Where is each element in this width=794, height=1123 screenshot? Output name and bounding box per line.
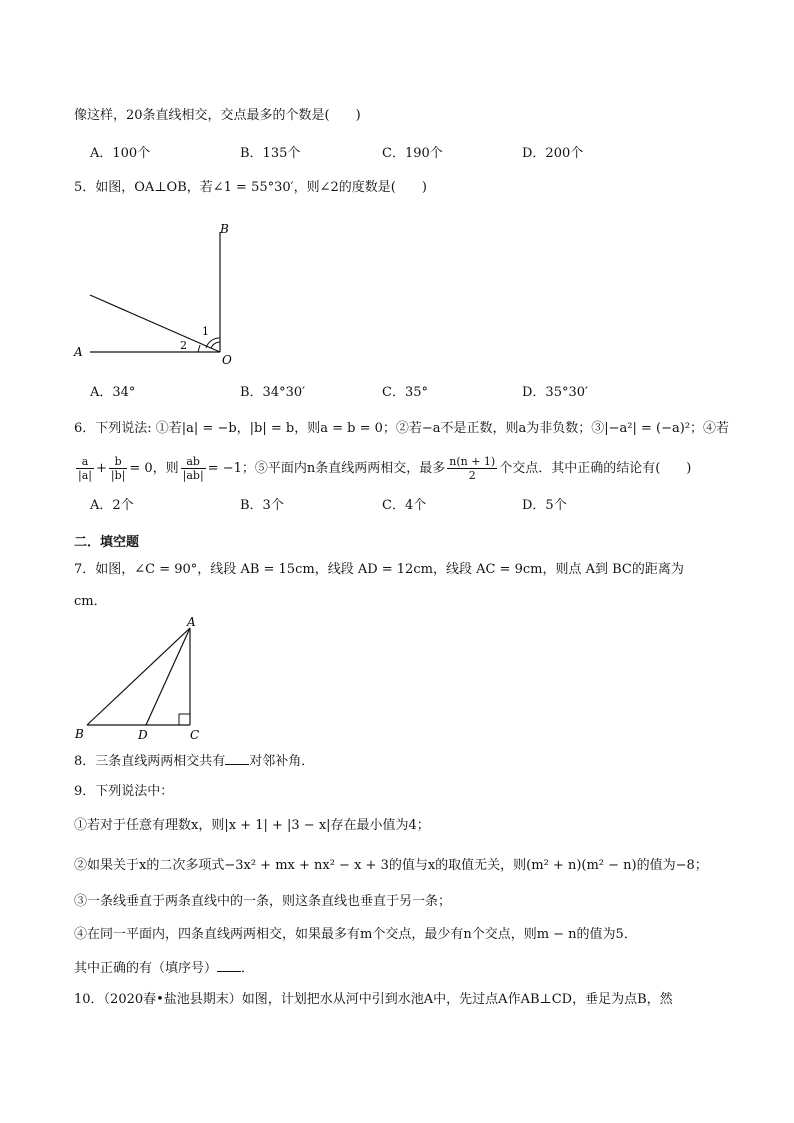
q7-label-d: D — [138, 728, 148, 742]
q9-statement-1: ①若对于任意有理数x，则|x + 1| + |3 − x|存在最小值为4； — [74, 818, 430, 833]
section-fill-in-heading: 二．填空题 — [74, 535, 140, 550]
q5-label-2: 2 — [180, 339, 187, 352]
q8-answer-blank[interactable] — [225, 752, 249, 765]
q6-line1: 6．下列说法: ①若|a| = −b，|b| = b，则a = b = 0；②若−a不是正数，则a为非负数；③|−a²| = (−a)²；④若 — [74, 421, 730, 436]
q6-frac-a: $\frac{a}{|a|}$ — [78, 455, 92, 482]
q6-option-b: B．3个 — [240, 498, 284, 513]
q9-statement-2: ②如果关于x的二次多项式−3x² + mx + nx² − x + 3的值与x的取值无关，则(m² + n)(m² − n)的值为−8； — [74, 858, 708, 873]
q5-label-a: A — [74, 345, 83, 359]
q9-statement-4: ④在同一平面内，四条直线两两相交，如果最多有m个交点，最少有n个交点，则m − n的值为5． — [74, 927, 637, 942]
q5-option-a: A．34° — [90, 385, 136, 400]
q7-triangle-figure — [70, 616, 220, 742]
q10-line1: 10．（2020春•盐池县期末）如图，计划把水从河中引到水池A中，先过点A作AB⊥CD，垂足为点B，然 — [74, 992, 673, 1007]
q6-line2: $\frac{a}{|a|}$ + $\frac{b}{|b|}$ = 0，则 $\frac{ab}{|ab|}$ = −1；⑤平面内n条直线两两相交，最多 $\frac{n(n + 1)}{2}$ 个交点．其中正确的结论有( ) — [78, 455, 692, 482]
q6-option-c: C．4个 — [382, 498, 427, 513]
q5-label-1: 1 — [202, 325, 209, 338]
q9-statement-3: ③一条线垂直于两条直线中的一条，则这条直线也垂直于另一条； — [74, 894, 452, 909]
q9-stem: 9．下列说法中： — [74, 784, 174, 799]
q5-angle-figure — [70, 218, 250, 368]
q7-label-b: B — [75, 727, 84, 741]
q7-line1: 7．如图，∠C = 90°，线段 AB = 15cm，线段 AD = 12cm，线段 AC = 9cm，则点 A到 BC的距离为 — [74, 562, 684, 577]
q5-option-c: C．35° — [382, 385, 428, 400]
q5-option-b: B．34°30′ — [240, 385, 306, 400]
q4-option-a: A．100个 — [90, 146, 151, 161]
q4-option-b: B．135个 — [240, 146, 301, 161]
q6-option-d: D．5个 — [522, 498, 567, 513]
q7-line2: cm． — [74, 594, 107, 609]
q6-frac-b: $\frac{b}{|b|}$ — [110, 455, 126, 482]
q6-frac-ab: $\frac{ab}{|ab|}$ — [182, 455, 204, 482]
q4-option-d: D．200个 — [522, 146, 584, 161]
q5-label-b: B — [220, 222, 229, 236]
q5-stem: 5．如图，OA⊥OB，若∠1 = 55°30′，则∠2的度数是( ) — [74, 180, 427, 195]
q4-stem: 像这样，20条直线相交，交点最多的个数是( ) — [74, 108, 361, 123]
q6-option-a: A．2个 — [90, 498, 134, 513]
q9-answer-blank[interactable] — [217, 959, 241, 972]
q5-option-d: D．35°30′ — [522, 385, 588, 400]
q7-label-a: A — [187, 616, 196, 629]
q6-frac-n: $\frac{n(n + 1)}{2}$ — [449, 455, 496, 482]
q7-label-c: C — [190, 728, 200, 742]
q8-text: 8．三条直线两两相交共有 对邻补角． — [74, 754, 315, 769]
q9-answer: 其中正确的有（填序号） ． — [74, 961, 255, 976]
q4-option-c: C．190个 — [382, 146, 443, 161]
q5-label-o: O — [222, 353, 232, 367]
